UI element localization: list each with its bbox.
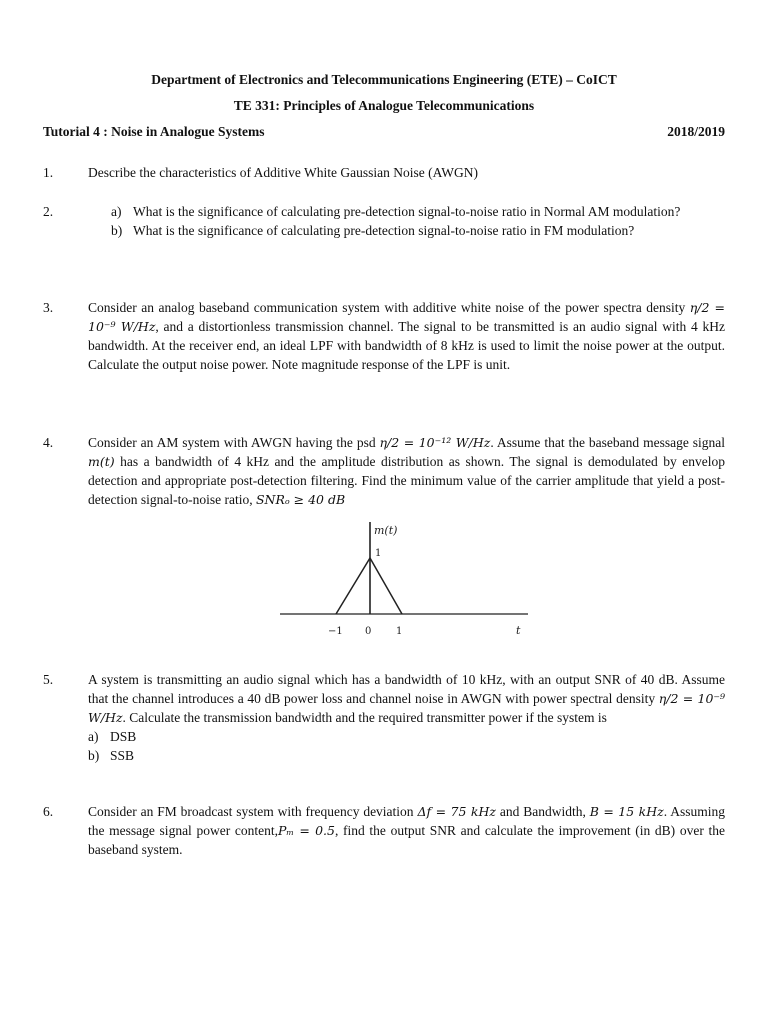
sub-question-b bbox=[88, 746, 725, 765]
deviation-equation: Δf = 75 kHz bbox=[417, 804, 496, 819]
psd-equation: η/2 = 10⁻⁹ W/Hz bbox=[88, 300, 726, 334]
question-text: Describe the characteristics of Additive White Gaussian Noise (AWGN) bbox=[88, 165, 479, 180]
tutorial-line bbox=[43, 122, 725, 141]
sub-question-b bbox=[111, 221, 725, 240]
academic-year: 2018/2019 bbox=[667, 124, 725, 139]
psd-equation: η/2 = 10⁻⁹ W/Hz bbox=[88, 691, 726, 725]
tick-label-one: 1 bbox=[396, 626, 403, 637]
tick-label-zero: 0 bbox=[365, 626, 372, 637]
text-run: Consider an analog baseband communication system with additive white noise of the power spectra density bbox=[88, 300, 690, 315]
peak-label: 1 bbox=[375, 548, 382, 559]
question-text bbox=[88, 802, 725, 859]
sub-question-a bbox=[88, 727, 725, 746]
bandwidth-equation: B = 15 kHz bbox=[589, 804, 664, 819]
sub-question-text: What is the significance of calculating pre-detection signal-to-noise ratio in Normal AM modulation? bbox=[133, 204, 681, 219]
y-axis-label: m(t) bbox=[374, 524, 398, 537]
sub-question-text: SSB bbox=[110, 748, 135, 763]
question-number: 6. bbox=[43, 804, 54, 819]
x-axis-label: t bbox=[516, 624, 521, 637]
question-text bbox=[88, 433, 725, 509]
message-signal-symbol: m(t) bbox=[88, 454, 115, 469]
sub-question-label: b) bbox=[111, 223, 123, 238]
triangle-shape bbox=[336, 558, 402, 614]
question-body bbox=[88, 670, 725, 765]
question-text bbox=[88, 298, 725, 374]
question-number: 3. bbox=[43, 300, 54, 315]
tick-label-neg-one: −1 bbox=[328, 626, 343, 637]
text-run: . Calculate the transmission bandwidth and the required transmitter power if the system is bbox=[122, 710, 607, 725]
question-number: 5. bbox=[43, 672, 54, 687]
sub-question-a bbox=[111, 202, 725, 221]
text-run: . Assuming the message signal power content, bbox=[88, 804, 726, 838]
sub-question-label: a) bbox=[88, 729, 99, 744]
snr-equation: SNRₒ ≥ 40 dB bbox=[255, 492, 346, 507]
text-run: A system is transmitting an audio signal which has a bandwidth of 10 kHz, with an output SNR of 40 dB. Assume that the channel introduces a 40 dB power loss and channel noise in AWGN with power spectral density bbox=[88, 672, 725, 706]
text-run: , find the output SNR and calculate the improvement (in dB) over the baseband system. bbox=[88, 823, 725, 857]
text-run: and Bandwidth, bbox=[495, 804, 590, 819]
course-heading: TE 331: Principles of Analogue Telecommunications bbox=[233, 98, 535, 113]
tutorial-title: Tutorial 4 : Noise in Analogue Systems bbox=[43, 124, 265, 139]
question-body bbox=[111, 202, 725, 240]
amplitude-distribution-figure bbox=[276, 514, 534, 642]
psd-equation: η/2 = 10⁻¹² W/Hz bbox=[379, 435, 491, 450]
department-heading: Department of Electronics and Telecommunications Engineering (ETE) – CoICT bbox=[151, 72, 617, 87]
sub-question-label: b) bbox=[88, 748, 100, 763]
text-run: , and a distortionless transmission channel. The signal to be transmitted is an audio signal with 4 kHz bandwidth. At the receiver end, an ideal LPF with bandwidth of 8 kHz is used to limit the noise power at the output. Calculate the output noise power. Note magnitude response of the LPF is unit. bbox=[88, 319, 725, 372]
power-equation: Pₘ = 0.5 bbox=[277, 823, 335, 838]
text-run: . Assume that the baseband message signal bbox=[490, 435, 726, 450]
sub-question-label: a) bbox=[111, 204, 122, 219]
question-number: 1. bbox=[43, 165, 54, 180]
text-run: Consider an FM broadcast system with frequency deviation bbox=[88, 804, 418, 819]
text-run: has a bandwidth of 4 kHz and the amplitude distribution as shown. The signal is demodulated by envelop detection and appropriate post-detection filtering. Find the minimum value of the carrier amplitude that yield a post-detection signal-to-noise ratio, bbox=[88, 454, 725, 507]
sub-question-text: DSB bbox=[110, 729, 137, 744]
question-number: 4. bbox=[43, 435, 54, 450]
sub-question-text: What is the significance of calculating pre-detection signal-to-noise ratio in FM modulation? bbox=[133, 223, 635, 238]
question-text bbox=[88, 670, 725, 727]
text-run: Consider an AM system with AWGN having the psd bbox=[88, 435, 380, 450]
question-number: 2. bbox=[43, 204, 54, 219]
triangle-pdf-plot bbox=[276, 514, 534, 642]
